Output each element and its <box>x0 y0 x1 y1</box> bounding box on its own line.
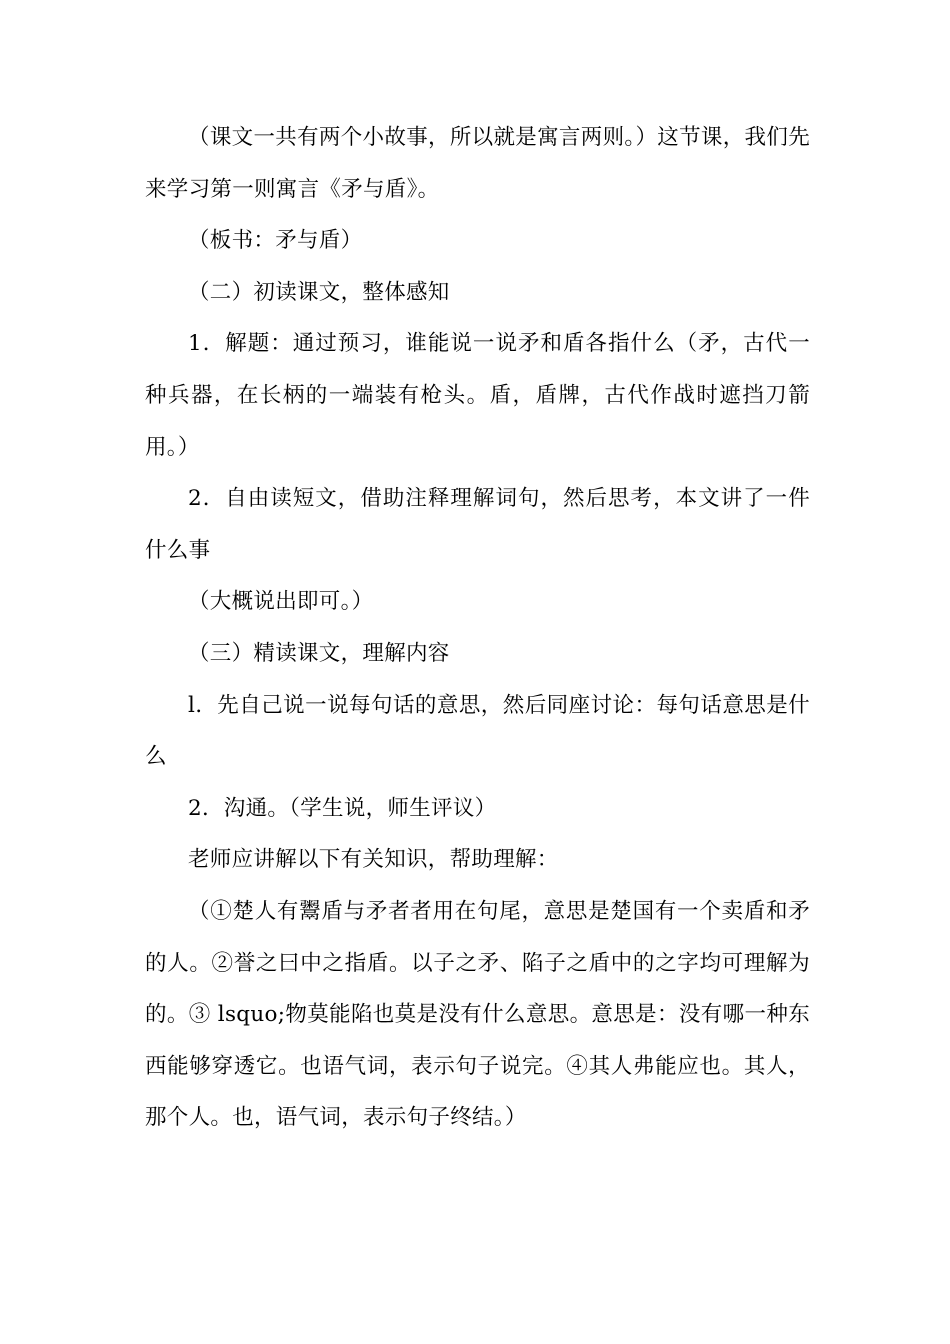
paragraph-brief-note: （大概说出即可。） <box>188 589 374 615</box>
document-body <box>145 112 810 1144</box>
section-heading-close-reading: （三）精读课文，理解内容 <box>188 640 450 666</box>
paragraph-step-1-title: 1．解题：通过预习，谁能说一说矛和盾各指什么（矛，古代一种兵器，在长柄的一端装有枪头。盾，盾牌，古代作战时遮挡刀箭用。） <box>145 331 810 460</box>
paragraph-step-1-discussion: l．先自己说一说每句话的意思，然后同座讨论：每句话意思是什么 <box>145 692 810 770</box>
paragraph-step-2-communication: 2．沟通。（学生说，师生评议） <box>188 795 497 821</box>
section-heading-first-reading: （二）初读课文，整体感知 <box>188 279 450 305</box>
paragraph-board-note: （板书：矛与盾） <box>188 228 363 254</box>
paragraph-intro: （课文一共有两个小故事，所以就是寓言两则。）这节课，我们先来学习第一则寓言《矛与盾》。 <box>145 125 810 202</box>
paragraph-explanations: （①楚人有鬻盾与矛者者用在句尾，意思是楚国有一个卖盾和矛的人。②誉之曰中之指盾。以子之矛、陷子之盾中的之字均可理解为的。③ lsquo;物莫能陷也莫是没有什么意思。意思是：没有哪一种东西能够穿透它。也语气词，表示句子说完。④其人弗能应也。其人，那个人。也，语气词，表示句子终结。） <box>145 898 810 1131</box>
paragraph-step-2-free-reading: 2．自由读短文，借助注释理解词句，然后思考，本文讲了一件什么事 <box>145 486 810 563</box>
paragraph-teacher-note: 老师应讲解以下有关知识，帮助理解： <box>188 847 559 873</box>
